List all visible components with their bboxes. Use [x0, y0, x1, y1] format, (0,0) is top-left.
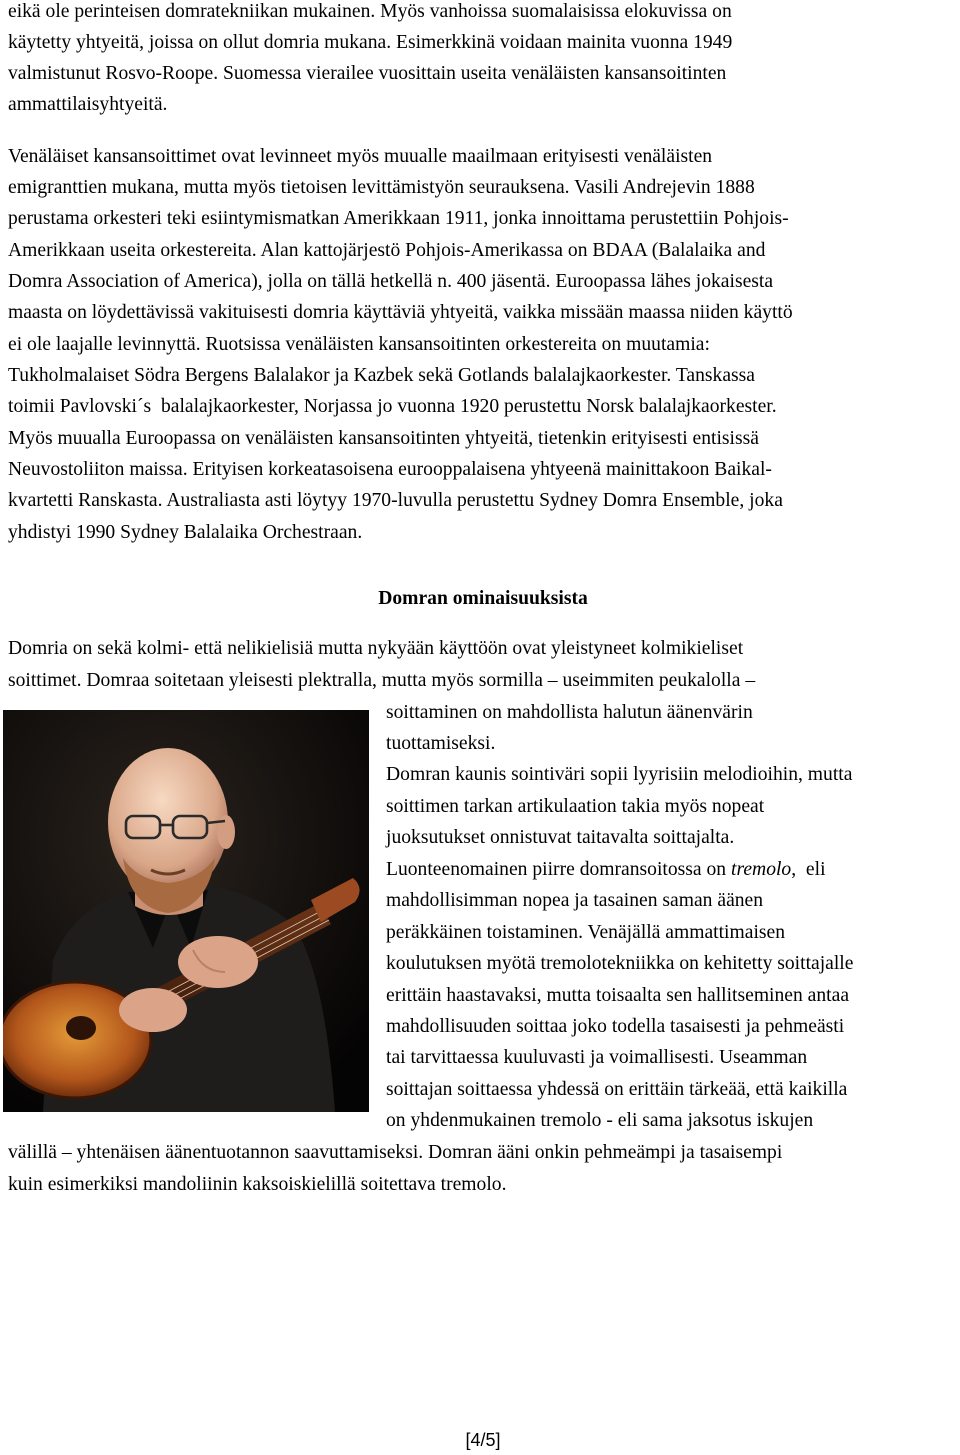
text-line: juoksutukset onnistuvat taitavalta soittajalta. [386, 827, 735, 848]
text-line: ei ole laajalle levinnyttä. Ruotsissa venäläisten kansansoitinten orkestereita on muutamia: [8, 334, 710, 355]
text-line: mahdollisuuden soittaa joko todella tasaisesti ja pehmeästi [386, 1016, 845, 1037]
text-line: koulutuksen myötä tremolotekniikka on kehitetty soittajalle [386, 953, 854, 974]
text-line: ammattilaisyhtyeitä. [8, 94, 168, 115]
text-line: perustama orkesteri teki esiintymismatkan Amerikkaan 1911, jonka innoittama perustettiin Pohjois- [8, 208, 789, 229]
tremolo-term: tremolo [731, 859, 792, 880]
text-line: peräkkäinen toistaminen. Venäjällä ammattimaisen [386, 922, 786, 943]
text-run: , eli [791, 859, 826, 880]
text-line: emigranttien mukana, mutta myös tietoisen levittämistyön seurauksena. Vasili Andrejevin 1888 [8, 177, 755, 198]
text-line: valmistunut Rosvo-Roope. Suomessa vierailee vuosittain useita venäläisten kansansoitinten [8, 63, 727, 84]
text-line: on yhdenmukainen tremolo - eli sama jaksotus iskujen [386, 1110, 814, 1131]
text-line: Amerikkaan useita orkestereita. Alan kattojärjestö Pohjois-Amerikassa on BDAA (Balalaika and [8, 240, 766, 261]
text-line: soittaminen on mahdollista halutun äänenvärin [386, 702, 753, 723]
text-line: soittimen tarkan artikulaation takia myös nopeat [386, 796, 765, 817]
text-line: välillä – yhtenäisen äänentuotannon saavuttamiseksi. Domran ääni onkin pehmeämpi ja tasaisempi [8, 1142, 783, 1163]
text-line: käytetty yhtyeitä, joissa on ollut domria mukana. Esimerkkinä voidaan mainita vuonna 1949 [8, 32, 733, 53]
photo-illustration [3, 710, 369, 1112]
text-line: soittimet. Domraa soitetaan yleisesti plektralla, mutta myös sormilla – useimmiten peukalolla – [8, 670, 756, 691]
tremolo-line [386, 858, 826, 882]
text-line: erittäin haastavaksi, mutta toisaalta sen hallitseminen antaa [386, 985, 850, 1006]
text-line: toimii Pavlovski´s balalajkaorkester, Norjassa jo vuonna 1920 perustettu Norsk balalajkaorkester. [8, 396, 777, 417]
text-line: tuottamiseksi. [386, 733, 496, 754]
section-heading: Domran ominaisuuksista [378, 588, 588, 609]
text-line: eikä ole perinteisen domratekniikan mukainen. Myös vanhoissa suomalaisissa elokuvissa on [8, 1, 732, 22]
domra-player-photo [3, 710, 369, 1112]
text-line: Neuvostoliiton maissa. Erityisen korkeatasoisena eurooppalaisena yhtyeenä mainittakoon Baikal- [8, 459, 772, 480]
text-line: Myös muualla Euroopassa on venäläisten kansansoitinten yhtyeitä, tietenkin erityisesti entisissä [8, 428, 759, 449]
text-line: Domria on sekä kolmi- että nelikielisiä mutta nykyään käyttöön ovat yleistyneet kolmikieliset [8, 638, 744, 659]
text-line: yhdistyi 1990 Sydney Balalaika Orchestraan. [8, 522, 363, 543]
text-line: Domran kaunis sointiväri sopii lyyrisiin melodioihin, mutta [386, 764, 853, 785]
text-line: kuin esimerkiksi mandoliinin kaksoiskielillä soitettava tremolo. [8, 1174, 507, 1195]
page-number: [4/5] [465, 1430, 501, 1450]
text-line: Venäläiset kansansoittimet ovat levinneet myös muualle maailmaan erityisesti venäläisten [8, 146, 713, 167]
text-line: soittajan soittaessa yhdessä on erittäin tärkeää, että kaikilla [386, 1079, 848, 1100]
text-run: Luonteenomainen piirre domransoitossa on [386, 859, 731, 880]
text-line: mahdollisimman nopea ja tasainen saman äänen [386, 890, 764, 911]
text-line: Tukholmalaiset Södra Bergens Balalakor ja Kazbek sekä Gotlands balalajkaorkester. Tanskassa [8, 365, 755, 386]
text-line: Domra Association of America), jolla on tällä hetkellä n. 400 jäsentä. Euroopassa lähes jokaisesta [8, 271, 774, 292]
text-line: kvartetti Ranskasta. Australiasta asti löytyy 1970-luvulla perustettu Sydney Domra Ensemble, joka [8, 490, 783, 511]
text-line: maasta on löydettävissä vakituisesti domria käyttäviä yhtyeitä, vaikka missään maassa niiden käyttö [8, 302, 793, 323]
text-line: tai tarvittaessa kuuluvasti ja voimallisesti. Useamman [386, 1047, 808, 1068]
